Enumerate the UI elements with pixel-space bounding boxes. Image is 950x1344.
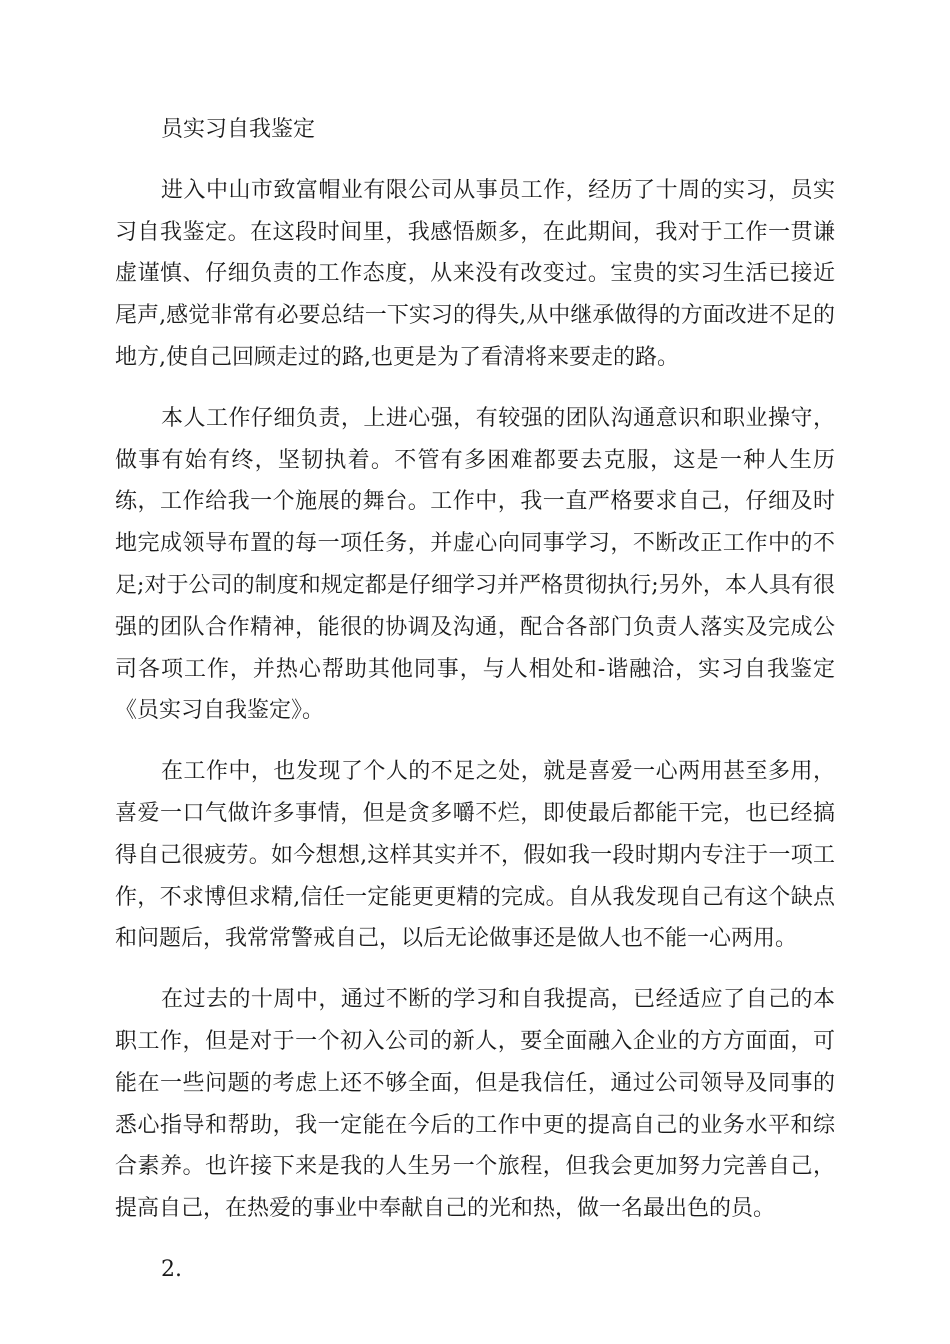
page-number: 2. (161, 1256, 182, 1282)
paragraph-conclusion: 在过去的十周中，通过不断的学习和自我提高，已经适应了自己的本职工作，但是对于一个初入公司的新人，要全面融入企业的方方面面，可能在一些问题的考虑上还不够全面，但是我信任，通过公司领导及同事的悉心指导和帮助，我一定能在今后的工作中更的提高自己的业务水平和综合素养。也许接下来是我的人生另一个旅程，但我会更加努力完善自己，提高自己，在热爱的事业中奉献自己的光和热，做一名最出色的员。 (115, 987, 835, 1222)
paragraph-intro: 进入中山市致富帽业有限公司从事员工作，经历了十周的实习，员实习自我鉴定。在这段时间里，我感悟颇多，在此期间，我对于工作一贯谦虚谨慎、仔细负责的工作态度，从来没有改变过。宝贵的实习生活已接近尾声,感觉非常有必要总结一下实习的得失,从中继承做得的方面改进不足的地方,使自己回顾走过的路,也更是为了看清将来要走的路。 (115, 177, 835, 370)
document-title: 员实习自我鉴定 (161, 117, 316, 142)
paragraph-work-attitude: 本人工作仔细负责，上进心强，有较强的团队沟通意识和职业操守，做事有始有终，坚韧执着。不管有多困难都要去克服，这是一种人生历练，工作给我一个施展的舞台。工作中，我一直严格要求自己，仔细及时地完成领导布置的每一项任务，并虚心向同事学习，不断改正工作中的不足;对于公司的制度和规定都是仔细学习并严格贯彻执行;另外，本人具有很强的团队合作精神，能很的协调及沟通，配合各部门负责人落实及完成公司各项工作，并热心帮助其他同事，与人相处和-谐融洽，实习自我鉴定《员实习自我鉴定》。 (115, 405, 835, 724)
document-body (115, 109, 835, 1310)
paragraph-shortcomings: 在工作中，也发现了个人的不足之处，就是喜爱一心两用甚至多用，喜爱一口气做许多事情，但是贪多嚼不烂，即使最后都能干完，也已经搞得自己很疲劳。如今想想,这样其实并不，假如我一段时期内专注于一项工作，不求博但求精,信任一定能更更精的完成。自从我发现自己有这个缺点和问题后，我常常警戒自己，以后无论做事还是做人也不能一心两用。 (115, 759, 835, 952)
